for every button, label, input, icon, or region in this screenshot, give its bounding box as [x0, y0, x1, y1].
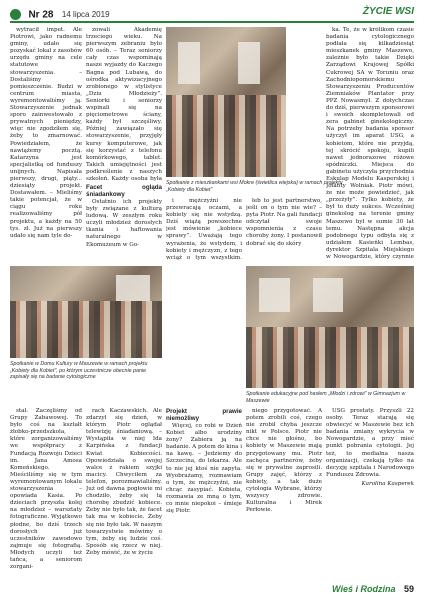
paragraph: ka. Te, że w królikom czasie badania cytologicznego podłała się kilkadziesiąt mieszkanek gminy Maszewo, zależnie było takie Dzięki Zarządowi Krajowej Spółki Cukrowej SA w Toruniu oraz Zachodniopomorskiemu Stowarzyszeniu Producentów Ziemniaków Plantator przy PPZ Nowasmył. Z dotychczas do dziś, pierwszym sponsorowi i swoich skompletowali od zera gabinet ginekologiczny. Na potrzeby badania sponsor użyczył im aparat USG, a kobietom, które nie przyjdą, tej skrócić spokoju, kupili nawet jednorazowe różowe spódniczki. Miejsca do gabinetu użyczyła przychodnia Eskulap Modelu Kasperskiej i Jolanty Wolniak. Piotr mówi, że nie może powiedzieć, jak „przeżyły”. Tylko kobiety, że był to duży sukces. Wcześniej ginekolog na terenie gminy Maszewo był w sumie 30 lat temu. Następna akcja podobnego typu odbyła się z udziałem Kasieńki Lembas, dyrektor Szpitala Miejskiego w Nowogardzie, który czynnie	[326, 27, 414, 260]
article-author: Karolina Kasperek	[361, 480, 414, 487]
paragraph: Więcej, co robi w Dzień Kobiet albo urodziny żony? Zabiera ją na badanie. A potem do kina i na kawę. – Jedziemy do Szczecina, do lekarza. Ale to nie jej ktoś nie zapyta. Wyobrażamy, rozmawiam o tym, że mężczyźni, nie chcąc zasypiać. Kobieta, rozmawia ze mną o tym, co mnie niepokoi – śmieje się Piotr.	[166, 423, 242, 515]
paragraph: stał. Zaczęliśmy od Grupy Zabawowej. To było coś na kształt żłobko-przedszkola, które zorganizowaliśmy we współpracy z Fundacją Rozwoju Dzieci im. Jana Amosa Komeńskiego. Mieściliśmy się w tym wyremontowanym lokalu stowarzyszenia – opowiada Kasia. Po dzieciach przyszła kolej na młodzież – warsztaty fotograficzne. Wyjątkowo płodne, bo dziś trzech dorosłych już uczestników zawodowo zajmuje się fotografią. Młodych uczyli też tańca, a seniorom zorgani-	[10, 408, 82, 571]
subheading: Projekt prawie niemożliwy	[166, 408, 242, 422]
magazine-logo-icon	[10, 9, 21, 20]
column-3-top	[166, 198, 242, 262]
paragraph: wytracił impet. Ale Piotrowi, jako radnemu gminy, udało się pozyskać lokal z zasobów urzędu gminy na cele statutowe stowarzyszenia. – Dostaliśmy pomieszczenie. Budzi w centrum miasta, wyremontowaliśmy ją. Stowarzyszenie jednak sporo zainwestowało z prywatnych pieniędzy, więc nie zgodziłem się, żeby to zmarnować. Powiedziałem, że nawiążemy pocztą. Katarzyna jest specjalistką od funduszy unijnych. Napisała pierwszy, drugi, piąty... dziesiąty projekt. Dostawałem. – Mieliśmy takie potencjał, że w ciągu roku realizowaliśmy pół projektu, a każdy na 50 tys. zł. Już na pierwszy udało się nam tyle do-	[10, 27, 82, 239]
magazine-name: Wieś i Rodzina	[332, 584, 396, 594]
page-number: 59	[403, 584, 414, 594]
column-5-bottom	[326, 408, 414, 576]
paragraph: i mężczyźni nie przewracają oczami, a kobiety się nie wstydzą. Dziś wiążą powszechne jest mówienie „kobiece sprawy”. Uważają tego wyrażenia, że wstydem, i kobiety i mężczyzn, z tego wciąż o tym wszystkim.	[166, 198, 242, 261]
photo-caption-culture-house: Spotkanie w Domu Kultury w Maszewie w ramach projektu „Kobiety dla Kobiet”, po którym uczestnicze obecnie panie zapisały się na badanie cytologiczne	[10, 361, 148, 381]
column-5-top	[326, 27, 414, 261]
paragraph: rach Kaczawskich. Ale zdarzył się dzień, w którym Piotr oglądał telewizję śniadaniową. – Wystąpiła w niej Ida Karpińska z fundacji Kwiat Kobiecości. Opowiedziała o swojej walce z rakiem szyjki macicy. Chwyciłem za telefon, porozmawialiśmy. Już od dawna pogłowie mi chodziło, żeby się tą chorobę zbudzić kobiece. Żeby nie było tak, że facet tak ma w kobiecie. Żeby się nie było tak. W naszym towarzystwie mówimy o tym, żeby się ludzie coś. Sposób się rzecz w niej. Żeby mówić, że w życiu	[86, 408, 162, 556]
photo-caption-mokre: Spotkanie z mieszkankami wsi Mokre (świetlica wiejska) w ramach projektu „Kobiety dla Kobiet”	[166, 180, 343, 193]
photo-culture-house-meeting	[10, 266, 162, 358]
photo-caption-school: Spotkanie edukacyjne pod hasłem „Młodzi i zdrowi” w Gimnazjum w Maszewie	[246, 391, 406, 404]
column-1-top	[10, 27, 82, 261]
photo-school-meeting	[246, 266, 414, 388]
column-3-continued	[166, 266, 242, 406]
page-header	[10, 6, 414, 20]
subheading: Facet ogląda śniadankowy	[86, 184, 162, 198]
paragraph: USG prostaty. Przyszli 22 osoby. Teraz starają się obwiecyć w Maszewie bez ich badania zmiany wykrycia w Nowogardzie, a przy mieć punkt pobrania cytologii. Jej też, to medialna nasza organizacji, czekają tylko na decyzję szpitala i Narodowego Funduszu Zdrowia.	[326, 408, 414, 478]
page-footer	[332, 584, 414, 594]
column-2-top	[86, 27, 162, 261]
column-1-bottom	[10, 408, 82, 586]
issue-date: 14 lipca 2019	[61, 10, 110, 20]
paragraph: zowali Akademię trzeciego wieku. Na pierwszym zebraniu było 60 osób. – Teraz seniorzy cały czas wspominają nasze wyjazdy do Kaczego Bagna pod Lubawą, do ośrodka aktywizacyjnego zrobionego w stylistyce „Dziu Młodzieży”. Seniorki i seniorzy wspinali się na pięciometrowe ściany, każdy był szczęśliwy. Później zawiązało się stowarzyszenie, przyjęły kursy komputerowe, jak się korzystać z telefonu komórkowego, tablet. Takich umiejętności jest podkreślenie z naszych szkoleń. Każdy osoba była	[86, 27, 162, 182]
issue-number: Nr 28	[28, 9, 54, 21]
column-2-bottom	[86, 408, 162, 586]
paragraph: niego przygotować. A potem zrobili coś, czego nie zrobił chyba jeszcze nikt w Polsce. Piotr nie chce nie głośno, bo kobiety w Maszewie mają przygotowany mu. Piotr zachęca partnerów, żeby się w prywatne zaprosili. Grupy zajęć, którzy z kobiety, a tak duże cytologia Wybrane, którzy wszyscy zdrowie. Kulturalna i Mirek Perłowie.	[246, 408, 322, 514]
paragraph: łeb to jest partnerstwo, jeśli on o tym nie wie? – pyta Piotr. Na gali fundacji odczytał swoje wspomnienia z czasu choroby żony. I postanowił dobrać się do skóry	[246, 198, 322, 247]
photo-mokre-meeting	[166, 27, 286, 177]
section-title: ŻYCIE WSI	[362, 6, 414, 17]
column-4-top	[246, 198, 322, 262]
column-3-bottom	[166, 266, 242, 586]
column-4-bottom	[246, 408, 322, 586]
paragraph: Ostatnio ich projekty były związane z kulturą ludową. W zeszłym roku uczyli młodzież dorosłych tkania i haftowania naturalnego w Ekomuzeum w Go-	[86, 199, 162, 248]
header-rule	[10, 21, 414, 23]
